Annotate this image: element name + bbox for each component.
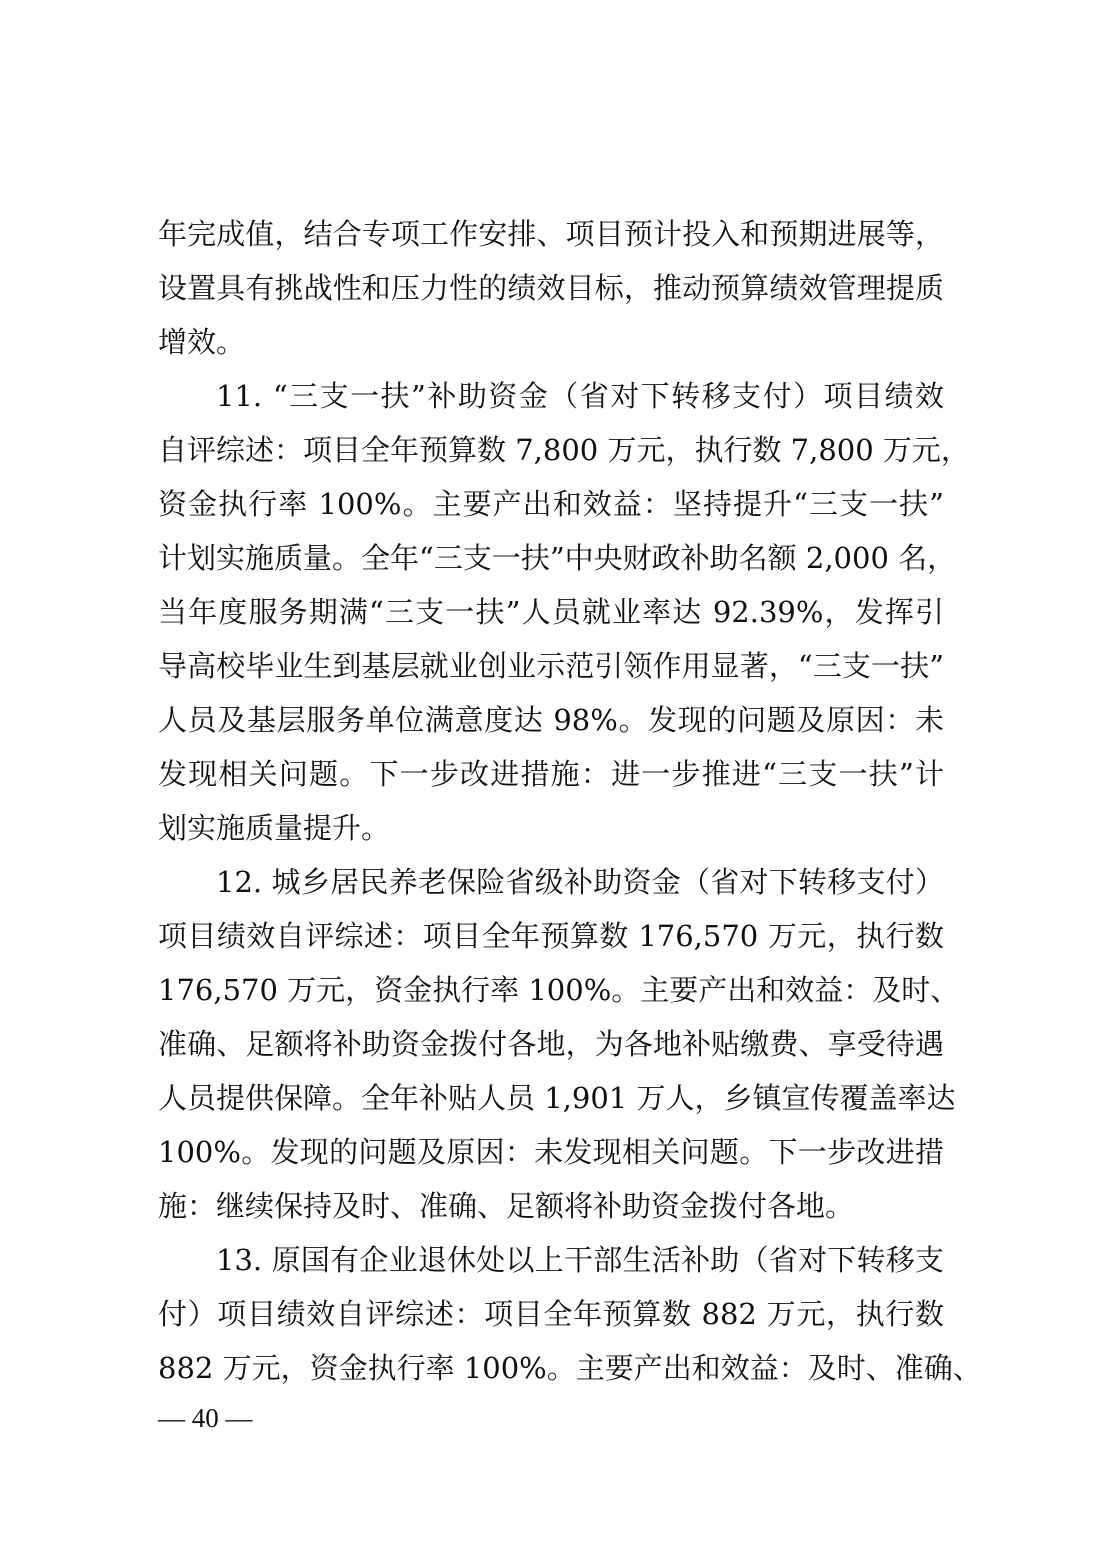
text-line: 176,570 万元，资金执行率 100%。主要产出和效益：及时、	[158, 973, 960, 1007]
text-line: 划实施质量提升。	[158, 811, 391, 845]
text-line: 准确、足额将补助资金拨付各地，为各地补贴缴费、享受待遇	[158, 1027, 944, 1061]
text-line: 12. 城乡居民养老保险省级补助资金（省对下转移支付）	[216, 865, 944, 899]
text-line: 发现相关问题。下一步改进措施：进一步推进“三支一扶”计	[158, 757, 944, 791]
text-line: 导高校毕业生到基层就业创业示范引领作用显著，“三支一扶”	[158, 649, 944, 683]
text-line: 增效。	[158, 325, 246, 359]
text-line: 13. 原国有企业退休处以上干部生活补助（省对下转移支	[216, 1243, 944, 1277]
text-line: 付）项目绩效自评综述：项目全年预算数 882 万元，执行数	[158, 1297, 944, 1331]
text-line: 施：继续保持及时、准确、足额将补助资金拨付各地。	[158, 1189, 855, 1223]
text-line: 资金执行率 100%。主要产出和效益：坚持提升“三支一扶”	[158, 487, 944, 521]
text-line: 自评综述：项目全年预算数 7,800 万元，执行数 7,800 万元，	[158, 433, 970, 467]
text-line: 11. “三支一扶”补助资金（省对下转移支付）项目绩效	[216, 379, 944, 413]
text-line: 人员提供保障。全年补贴人员 1,901 万人，乡镇宣传覆盖率达	[158, 1081, 956, 1115]
text-line: 人员及基层服务单位满意度达 98%。发现的问题及原因：未	[158, 703, 944, 737]
text-line: 当年度服务期满“三支一扶”人员就业率达 92.39%，发挥引	[158, 595, 944, 629]
text-line: 项目绩效自评综述：项目全年预算数 176,570 万元，执行数	[158, 919, 944, 953]
text-line: 882 万元，资金执行率 100%。主要产出和效益：及时、准确、	[158, 1351, 982, 1385]
page-number: — 40 —	[158, 1403, 253, 1433]
text-line: 100%。发现的问题及原因：未发现相关问题。下一步改进措	[158, 1135, 944, 1169]
text-line: 计划实施质量。全年“三支一扶”中央财政补助名额 2,000 名，	[158, 541, 957, 575]
text-line: 设置具有挑战性和压力性的绩效目标，推动预算绩效管理提质	[158, 271, 944, 305]
text-line: 年完成值，结合专项工作安排、项目预计投入和预期进展等，	[158, 217, 944, 251]
